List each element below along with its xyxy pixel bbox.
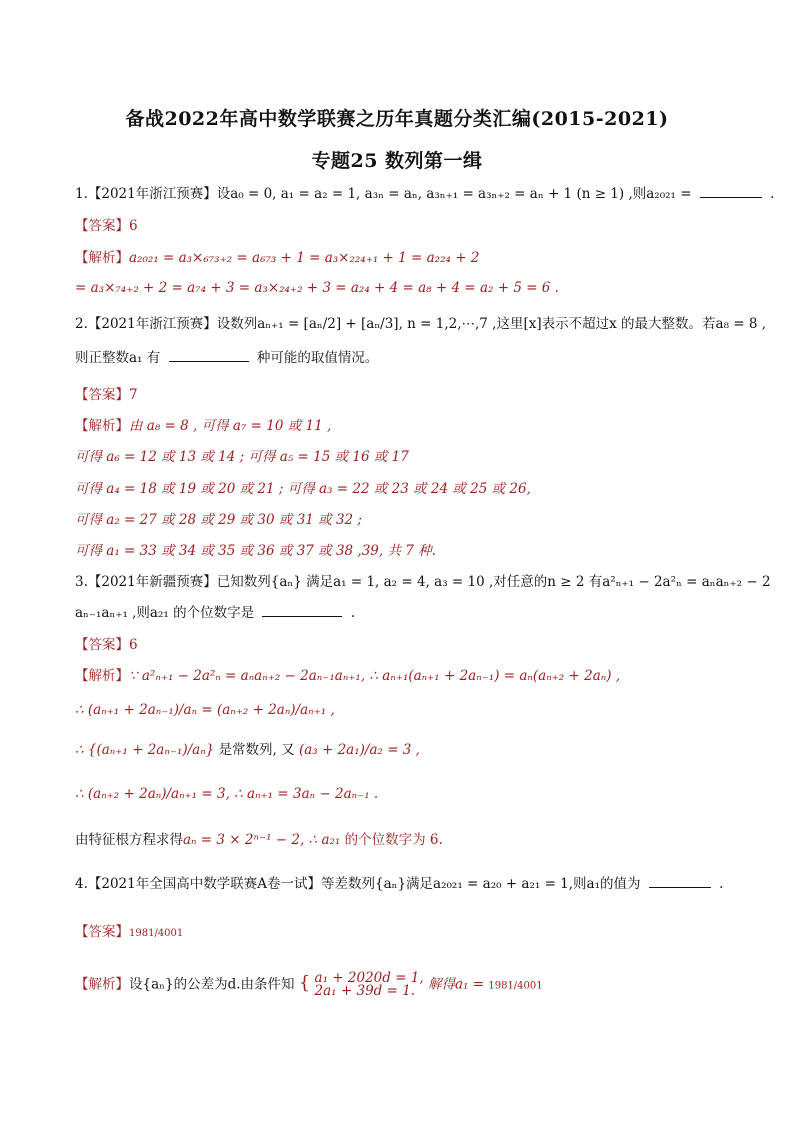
answer-value: 7 xyxy=(129,387,138,403)
analysis-text: 的个位数字为 6. xyxy=(344,832,443,848)
equation-system xyxy=(315,972,424,998)
analysis-label: 【解析】 xyxy=(75,976,129,993)
question-3-analysis-5 xyxy=(75,830,734,850)
question-2-text-b: 种可能的取值情况。 xyxy=(256,350,379,366)
document-subtitle: 专题25 数列第一缉 xyxy=(311,150,483,172)
analysis-label: 【解析】 xyxy=(75,668,129,684)
question-4-end: . xyxy=(719,876,724,892)
answer-blank xyxy=(700,185,762,198)
analysis-line: 可得 a₁ = 33 或 34 或 35 或 36 或 37 或 38 ,39, 共 7 种. xyxy=(75,543,436,559)
brace-icon: { xyxy=(298,972,311,994)
question-4-answer xyxy=(75,922,734,944)
question-4-text: 4.【2021年全国高中数学联赛A卷一试】等差数列{aₙ}满足a₂₀₂₁ = a₂₀ + a₂₁ = 1,则a₁的值为 xyxy=(75,876,641,892)
question-2-analysis-4 xyxy=(75,510,734,530)
question-1-analysis-2 xyxy=(75,278,734,298)
analysis-line: a₂₀₂₁ = a₃×₆₇₃₊₂ = a₆₇₃ + 1 = a₃×₂₂₄₊₁ + 1 = a₂₂₄ + 2 xyxy=(129,250,480,266)
analysis-line: aₙ = 3 × 2ⁿ⁻¹ − 2, ∴ a₂₁ xyxy=(183,832,341,848)
answer-blank xyxy=(262,604,342,617)
analysis-line: ∴ (aₙ₊₂ + 2aₙ)/aₙ₊₁ = 3, ∴ aₙ₊₁ = 3aₙ − 2aₙ₋₁ . xyxy=(75,786,379,802)
question-3-answer xyxy=(75,635,734,655)
question-2-analysis-3 xyxy=(75,479,734,499)
analysis-text: 设{aₙ}的公差为d.由条件知 xyxy=(129,976,295,993)
analysis-text: 是常数列, 又 xyxy=(218,742,295,758)
document-title: 备战2022年高中数学联赛之历年真题分类汇编(2015-2021) xyxy=(125,108,669,130)
analysis-line: 可得 a₄ = 18 或 19 或 20 或 21 ; 可得 a₃ = 22 或 23 或 24 或 25 或 26, xyxy=(75,481,531,497)
question-2-stem-2 xyxy=(75,348,734,368)
question-2-analysis-5 xyxy=(75,541,734,561)
answer-label: 【答案】 xyxy=(75,387,129,403)
answer-blank xyxy=(649,875,711,888)
equation-line: a₁ + 2020d = 1, xyxy=(314,970,424,986)
answer-value: 6 xyxy=(129,218,138,234)
question-3-stem xyxy=(75,572,771,592)
question-1-end: . xyxy=(770,186,775,202)
analysis-line: ∴ {(aₙ₊₁ + 2aₙ₋₁)/aₙ} xyxy=(75,742,215,758)
analysis-text: 由特征根方程求得 xyxy=(75,832,183,848)
question-2-analysis-2 xyxy=(75,447,734,467)
question-3-text-b: . xyxy=(350,605,355,621)
question-4-stem xyxy=(75,874,734,894)
question-1-analysis xyxy=(75,248,734,268)
question-3-analysis xyxy=(75,666,734,686)
question-4-analysis xyxy=(75,972,734,998)
analysis-line: 解得a₁ = xyxy=(427,976,485,993)
question-3-analysis-2 xyxy=(75,700,734,720)
equation-line: 2a₁ + 39d = 1. xyxy=(314,983,416,999)
answer-label: 【答案】 xyxy=(75,218,129,234)
analysis-value: 1981/4001 xyxy=(488,980,543,992)
analysis-label: 【解析】 xyxy=(75,250,129,266)
question-1-text: 1.【2021年浙江预赛】设a₀ = 0, a₁ = a₂ = 1, a₃ₙ = aₙ, a₃ₙ₊₁ = a₃ₙ₊₂ = aₙ + 1 (n ≥ 1) ,则a₂₀₂₁ = xyxy=(75,186,692,202)
question-1-stem xyxy=(75,184,775,204)
analysis-line: 可得 a₆ = 12 或 13 或 14 ; 可得 a₅ = 15 或 16 或 17 xyxy=(75,449,409,465)
answer-value: 6 xyxy=(129,637,138,653)
question-3-stem-2 xyxy=(75,603,734,623)
analysis-line: ∴ (aₙ₊₁ + 2aₙ₋₁)/aₙ = (aₙ₊₂ + 2aₙ)/aₙ₊₁ , xyxy=(75,702,335,718)
question-2-analysis xyxy=(75,416,734,436)
analysis-line: = a₃×₇₄₊₂ + 2 = a₇₄ + 3 = a₃×₂₄₊₂ + 3 = a₂₄ + 4 = a₈ + 4 = a₂ + 5 = 6 . xyxy=(75,280,559,296)
answer-label: 【答案】 xyxy=(75,924,129,940)
question-2-text-a: 则正整数a₁ 有 xyxy=(75,350,161,366)
question-1-answer xyxy=(75,216,734,236)
answer-value: 1981/4001 xyxy=(129,928,184,939)
question-3-analysis-3 xyxy=(75,740,734,760)
question-2-stem xyxy=(75,314,767,334)
question-2-answer xyxy=(75,385,734,405)
answer-label: 【答案】 xyxy=(75,637,129,653)
question-3-text: 3.【2021年新疆预赛】已知数列{aₙ} 满足a₁ = 1, a₂ = 4, a₃ = 10 ,对任意的n ≥ 2 有a²ₙ₊₁ − 2a²ₙ = aₙaₙ₊₂ − 2 xyxy=(75,574,771,590)
analysis-line: ∵ a²ₙ₊₁ − 2a²ₙ = aₙaₙ₊₂ − 2aₙ₋₁aₙ₊₁, ∴ aₙ₊₁(aₙ₊₁ + 2aₙ₋₁) = aₙ(aₙ₊₂ + 2aₙ) , xyxy=(129,668,621,684)
analysis-line: (a₃ + 2a₁)/a₂ = 3 , xyxy=(298,742,420,758)
analysis-line: 由 a₈ = 8 , 可得 a₇ = 10 或 11 , xyxy=(129,418,332,434)
question-2-text: 2.【2021年浙江预赛】设数列aₙ₊₁ = [aₙ/2] + [aₙ/3], n = 1,2,⋯,7 ,这里[x]表示不超过x 的最大整数。若a₈ = 8 , xyxy=(75,316,767,332)
analysis-line: 可得 a₂ = 27 或 28 或 29 或 30 或 31 或 32 ; xyxy=(75,512,362,528)
question-3-text-a: aₙ₋₁aₙ₊₁ ,则a₂₁ 的个位数字是 xyxy=(75,605,255,621)
analysis-label: 【解析】 xyxy=(75,418,129,434)
question-3-analysis-4 xyxy=(75,784,734,804)
answer-blank xyxy=(169,349,249,362)
